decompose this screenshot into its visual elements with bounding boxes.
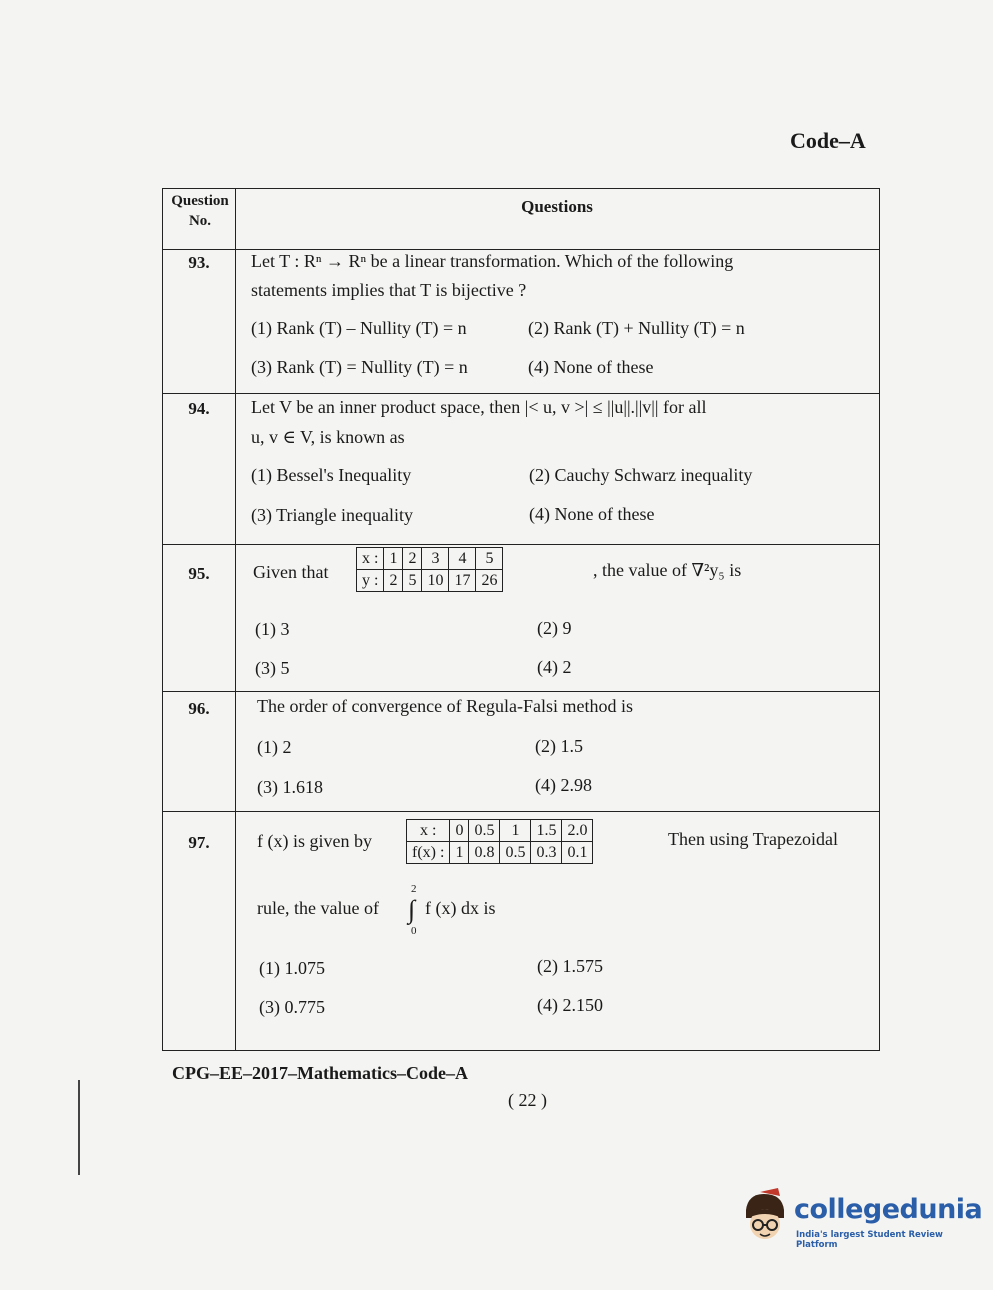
table-cell: 2 [384,570,403,592]
header-question-no: Question No. [171,193,229,229]
question-number: 93. [188,253,210,272]
table-cell: 2 [403,548,422,570]
paper-code-footer: CPG–EE–2017–Mathematics–Code–A [172,1063,468,1083]
question-number: 96. [188,699,210,718]
paper-code-label: Code–A [790,128,866,153]
integral-sign: ∫ [408,895,416,924]
option-3: (3) 0.775 [259,997,325,1017]
option-1: (1) 3 [255,619,290,639]
collegedunia-logo [738,1188,983,1250]
option-3: (3) Triangle inequality [251,505,413,525]
option-4: (4) None of these [528,357,654,377]
table-cell: 5 [403,570,422,592]
header-questions: Questions [521,197,593,216]
xy-data-table [356,547,503,592]
table-cell: 1 [450,842,469,864]
option-3: (3) 5 [255,658,290,678]
questions-table [162,188,880,1051]
question-text: , the value of ∇²y₅ is [593,560,742,580]
option-4: (4) 2.98 [535,775,592,795]
table-label-fx: f(x) : [407,842,450,864]
option-2: (2) 9 [537,618,572,638]
integral-lower-limit: 0 [411,925,417,937]
question-text: rule, the value of [257,898,379,918]
question-text: f (x) is given by [257,831,372,851]
table-cell: 17 [449,570,476,592]
table-cell: 0.5 [469,820,500,842]
table-cell: 1 [384,548,403,570]
table-cell: 5 [476,548,503,570]
question-text: u, v ∈ V, is known as [251,427,405,447]
logo-wordmark: collegedunia [794,1194,983,1225]
option-2: (2) 1.575 [537,956,603,976]
mascot-icon [738,1188,794,1248]
logo-tagline: India's largest Student Review Platform [796,1230,943,1250]
option-2: (2) Cauchy Schwarz inequality [529,465,753,485]
option-2: (2) 1.5 [535,736,583,756]
row-divider [163,249,879,250]
question-text: f (x) dx is [425,898,496,918]
question-text: Then using Trapezoidal [668,829,838,849]
row-divider [163,691,879,692]
option-1: (1) Bessel's Inequality [251,465,412,485]
table-cell: 0 [450,820,469,842]
column-divider [235,189,236,1050]
table-cell: 2.0 [562,820,593,842]
margin-line [78,1080,80,1175]
table-cell: 1.5 [531,820,562,842]
row-divider [163,544,879,545]
table-cell: 26 [476,570,503,592]
question-text: Let T : Rⁿ → Rⁿ be a linear transformation. Which of the following [251,251,734,271]
table-cell: 1 [500,820,531,842]
table-cell: 0.8 [469,842,500,864]
fx-data-table [406,819,593,864]
page-number: ( 22 ) [508,1090,547,1110]
option-3: (3) 1.618 [257,777,323,797]
question-number: 97. [188,833,210,852]
table-cell: 10 [422,570,449,592]
row-divider [163,811,879,812]
option-1: (1) 2 [257,737,292,757]
table-label-y: y : [357,570,384,592]
table-cell: 3 [422,548,449,570]
table-cell: 0.3 [531,842,562,864]
table-cell: 0.5 [500,842,531,864]
question-text: Let V be an inner product space, then |< u, v >| ≤ ||u||.||v|| for all [251,397,707,417]
table-label-x: x : [407,820,450,842]
row-divider [163,393,879,394]
table-cell: 0.1 [562,842,593,864]
option-4: (4) 2 [537,657,572,677]
table-cell: 4 [449,548,476,570]
integral-upper-limit: 2 [411,883,417,895]
option-3: (3) Rank (T) = Nullity (T) = n [251,357,468,377]
option-4: (4) None of these [529,504,655,524]
question-text: Given that [253,562,329,582]
question-text: The order of convergence of Regula-Falsi method is [257,696,634,716]
question-number: 95. [188,564,210,583]
option-2: (2) Rank (T) + Nullity (T) = n [528,318,745,338]
question-text: statements implies that T is bijective ? [251,280,527,300]
table-label-x: x : [357,548,384,570]
option-4: (4) 2.150 [537,995,603,1015]
question-number: 94. [188,399,210,418]
option-1: (1) 1.075 [259,958,325,978]
option-1: (1) Rank (T) – Nullity (T) = n [251,318,467,338]
